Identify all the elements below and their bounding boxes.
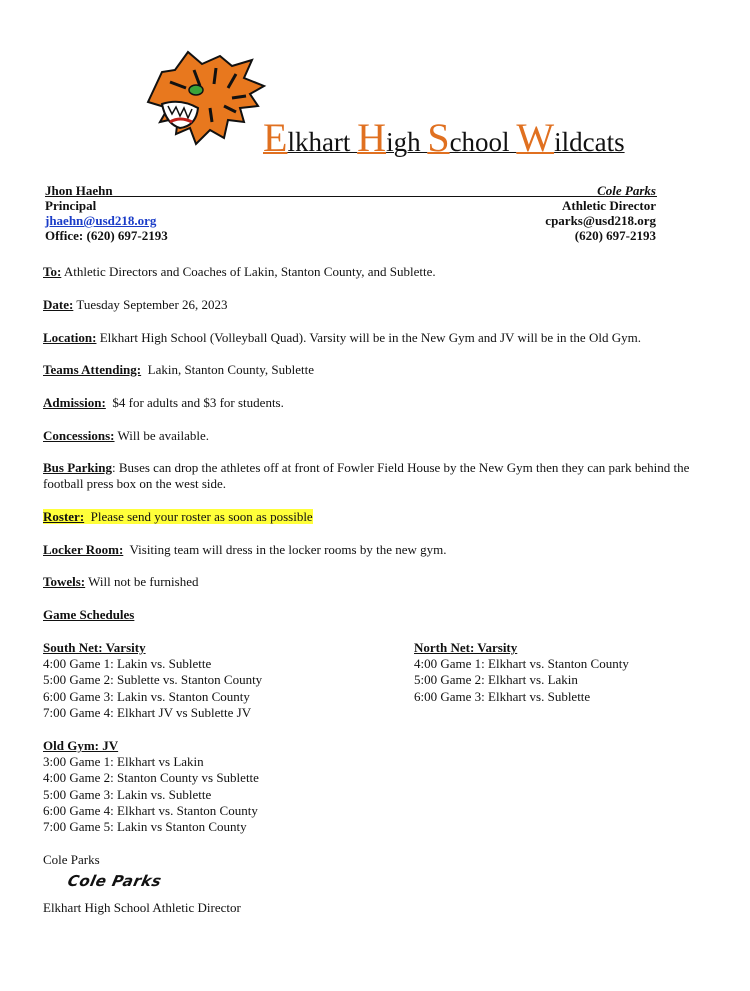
principal-phone: Office: (620) 697-2193 xyxy=(45,228,168,243)
admission-line: Admission: $4 for adults and $3 for students. xyxy=(43,395,284,410)
schedule-item: 5:00 Game 2: Sublette vs. Stanton County xyxy=(43,672,263,688)
schedule-item: 5:00 Game 2: Elkhart vs. Lakin xyxy=(414,672,578,688)
closing-title: Elkhart High School Athletic Director xyxy=(43,900,241,915)
locker-room-line: Locker Room: Visiting team will dress in the locker rooms by the new gym. xyxy=(43,542,447,557)
schedule-item: 6:00 Game 3: Lakin vs. Stanton County xyxy=(43,688,250,704)
principal-email-link[interactable]: jhaehn@usd218.org xyxy=(45,213,157,228)
schedule-item: 3:00 Game 1: Elkhart vs Lakin xyxy=(43,754,204,770)
location-line: Location: Elkhart High School (Volleyball Quad). Varsity will be in the New Gym and JV will be in the Old Gym. xyxy=(43,330,641,345)
schedule-item: 5:00 Game 3: Lakin vs. Sublette xyxy=(43,786,212,802)
schedule-item: 7:00 Game 5: Lakin vs Stanton County xyxy=(43,819,247,835)
principal-name: Jhon Haehn xyxy=(45,183,113,198)
director-name: Cole Parks xyxy=(597,183,656,198)
principal-block xyxy=(45,183,168,243)
handwritten-signature: Cole Parks xyxy=(66,872,164,890)
date-line: Date: Tuesday September 26, 2023 xyxy=(43,297,228,312)
closing-name: Cole Parks xyxy=(43,852,100,867)
schedule-item: 4:00 Game 1: Elkhart vs. Stanton County xyxy=(414,656,629,672)
director-email: cparks@usd218.org xyxy=(545,213,656,228)
schedule-item: 6:00 Game 4: Elkhart vs. Stanton County xyxy=(43,802,258,818)
teams-line: Teams Attending: Lakin, Stanton County, Sublette xyxy=(43,362,314,377)
schedule-item: 4:00 Game 2: Stanton County vs Sublette xyxy=(43,770,259,786)
concessions-line: Concessions: Will be available. xyxy=(43,428,210,443)
schedule-item: 4:00 Game 1: Lakin vs. Sublette xyxy=(43,656,212,672)
director-role: Athletic Director xyxy=(562,198,656,213)
bus-parking-line: Bus Parking: Buses can drop the athletes off at front of Fowler Field House by the New Gym then they can park behind the football press box on the west side. xyxy=(43,460,690,491)
south-net-schedule: South Net: Varsity 4:00 Game 1: Lakin vs. Sublette 5:00 Game 2: Sublette vs. Stanton County 6:00 Game 3: Lakin vs. Stanton County 7:00 Game 4: Elkhart JV vs Sublette JV xyxy=(43,640,263,720)
director-block xyxy=(545,183,656,243)
school-title: Elkhart High School Wildcats xyxy=(263,115,625,160)
director-phone: (620) 697-2193 xyxy=(574,228,656,243)
to-line: To: Athletic Directors and Coaches of Lakin, Stanton County, and Sublette. xyxy=(43,264,436,279)
towels-line: Towels: Will not be furnished xyxy=(43,574,199,589)
old-gym-schedule: Old Gym: JV 3:00 Game 1: Elkhart vs Lakin 4:00 Game 2: Stanton County vs Sublette 5:00 Game 3: Lakin vs. Sublette 6:00 Game 4: Elkhart vs. Stanton County 7:00 Game 5: Lakin vs Stanton County xyxy=(43,738,259,835)
game-schedules-heading: Game Schedules xyxy=(43,607,135,622)
roster-line: Roster: Please send your roster as soon as possible xyxy=(43,509,313,524)
principal-role: Principal xyxy=(45,198,97,213)
wildcat-head-icon xyxy=(140,42,270,150)
north-net-schedule: North Net: Varsity 4:00 Game 1: Elkhart vs. Stanton County 5:00 Game 2: Elkhart vs. Lakin 6:00 Game 3: Elkhart vs. Sublette xyxy=(414,640,629,704)
schedule-item: 7:00 Game 4: Elkhart JV vs Sublette JV xyxy=(43,704,252,720)
schedule-item: 6:00 Game 3: Elkhart vs. Sublette xyxy=(414,688,591,704)
